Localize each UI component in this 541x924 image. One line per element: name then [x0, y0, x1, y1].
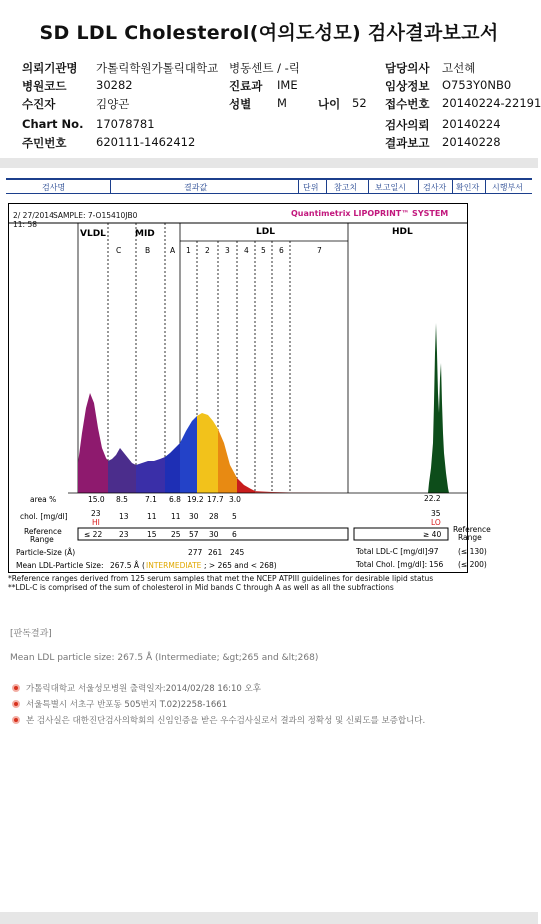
area-row-label: area %: [30, 495, 57, 504]
age-value: 52: [352, 96, 367, 110]
sex-value: M: [277, 96, 287, 110]
chol-b: 11: [147, 512, 157, 521]
clinical-label: 임상정보: [385, 79, 430, 93]
electrophoresis-profile: [68, 323, 468, 493]
ward-label: 병동센트 / -릭: [229, 61, 300, 75]
header-separator: [326, 180, 327, 193]
band-a-header: A: [170, 246, 176, 255]
area-l3: 3.0: [229, 495, 241, 504]
band-7-header: 7: [317, 246, 322, 255]
ldl-4-peak: [237, 478, 255, 493]
area-vldl: 15.0: [88, 495, 105, 504]
hdl-header: HDL: [392, 227, 413, 237]
ldl-1-peak: [180, 416, 197, 493]
chol-l1: 30: [189, 512, 199, 521]
report-date-value: 2/ 27/2014: [13, 211, 54, 220]
band-2-header: 2: [205, 246, 210, 255]
brand-label: Quantimetrix LIPOPRINT™ SYSTEM: [291, 209, 449, 218]
chol-vldl: 23: [91, 509, 101, 518]
band-3-header: 3: [225, 246, 230, 255]
institution-label: 의뢰기관명: [22, 61, 78, 75]
header-separator: [452, 180, 453, 193]
band-c-header: C: [116, 246, 122, 255]
patient-value: 김양곤: [96, 97, 130, 111]
mean-size-paren: (: [142, 561, 145, 570]
mean-size-range: ; > 265 and < 268): [204, 561, 277, 570]
particle-l2: 261: [208, 548, 223, 557]
area-a: 6.8: [169, 495, 181, 504]
age-label: 나이: [318, 97, 341, 111]
doctor-value: 고선혜: [442, 61, 476, 75]
ref-b: 15: [147, 530, 157, 539]
header-separator: [368, 180, 369, 193]
band-5-header: 5: [261, 246, 266, 255]
footnote-ldl: **LDL-C is comprised of the sum of cholesterol in Mid bands C through A as well as all the subfractions: [8, 583, 394, 592]
dept-label: 진료과: [229, 79, 263, 93]
info-address: [12, 698, 227, 710]
ldl-2-peak: [197, 413, 218, 493]
id-label: 주민번호: [22, 136, 67, 150]
particle-row-label: Particle-Size (Å): [16, 548, 76, 557]
header-separator: [298, 180, 299, 193]
info-accreditation: [12, 714, 425, 726]
ref-vldl: ≤ 22: [84, 530, 103, 539]
particle-l3: 245: [230, 548, 245, 557]
interpretation-text: Mean LDL particle size: 267.5 Å (Intermediate; &gt;265 and &lt;268): [10, 653, 319, 663]
report-label: 결과보고: [385, 136, 430, 150]
area-l2: 17.7: [207, 495, 224, 504]
mid-b-peak: [136, 457, 165, 493]
sex-label: 성별: [229, 97, 252, 111]
header-dept: 시행부서: [492, 183, 523, 192]
receipt-label: 접수번호: [385, 97, 430, 111]
ref-l3: 6: [232, 530, 237, 539]
sample-id: SAMPLE: 7-O15410JB0: [53, 211, 138, 220]
band-b-header: B: [145, 246, 151, 255]
footnote-reference: *Reference ranges derived from 125 serum samples that met the NCEP ATPIII guidelines for desirable lipid status: [8, 574, 434, 583]
ref-a: 25: [171, 530, 181, 539]
interpretation-heading: [판독결과]: [10, 629, 52, 639]
report-value: 20140228: [442, 135, 501, 149]
mid-a-peak: [165, 443, 180, 493]
mid-c-peak: [108, 448, 136, 493]
info-hospital: [12, 682, 261, 694]
institution-value: 가톨릭학원가톨릭대학교: [96, 61, 219, 75]
hdl-ref-label-1: Reference: [453, 525, 491, 534]
ref-l1: 57: [189, 530, 199, 539]
total-ldl-value: 97: [429, 547, 439, 556]
total-chol-value: 156: [429, 560, 444, 569]
hospital-code-value: 30282: [96, 78, 133, 92]
vldl-hi-flag: HI: [92, 518, 100, 527]
chol-l2: 28: [209, 512, 219, 521]
chart-label: Chart No.: [22, 117, 84, 131]
area-hdl: 22.2: [424, 494, 441, 503]
mean-size-label: Mean LDL-Particle Size:: [16, 561, 104, 570]
total-chol-ref: (≤ 200): [458, 560, 487, 569]
chol-hdl: 35: [431, 509, 441, 518]
info-hospital-text: 가톨릭대학교 서울성모병원 출력일자:2014/02/28 16:10 오후: [26, 684, 261, 694]
bottom-divider: [0, 912, 538, 924]
ldl-3-peak: [218, 429, 237, 493]
total-ldl-ref: (≤ 130): [458, 547, 487, 556]
lipoprint-chart: [8, 203, 491, 573]
header-unit: 단위: [303, 183, 319, 192]
info-accreditation-text: 본 검사실은 대한진단검사의학회의 신임인증을 받은 우수검사실로서 결과의 정확성 및 신뢰도를 보증합니다.: [26, 716, 426, 726]
chart-value: 17078781: [96, 117, 155, 131]
report-time-value: 11: 58: [13, 220, 37, 229]
patient-metadata: [0, 58, 541, 154]
info-address-text: 서울특별시 서초구 반포동 505번지 T.02)2258-1661: [26, 700, 228, 710]
header-result: 결과값: [184, 183, 208, 192]
receipt-value: 20140224-22191: [442, 96, 541, 110]
hdl-lo-flag: LO: [431, 518, 441, 527]
header-separator: [418, 180, 419, 193]
header-reference: 참고치: [334, 183, 358, 192]
area-b: 7.1: [145, 495, 157, 504]
header-test-name: 검사명: [42, 183, 66, 192]
ref-c: 23: [119, 530, 129, 539]
chol-a: 11: [171, 512, 181, 521]
header-separator: [485, 180, 486, 193]
bullet-icon: [12, 716, 20, 724]
chol-row-label: chol. [mg/dl]: [20, 512, 68, 521]
doctor-label: 담당의사: [385, 61, 430, 75]
mid-header: MID: [135, 229, 155, 239]
hdl-ref-label-2: Range: [458, 533, 482, 542]
band-4-header: 4: [244, 246, 249, 255]
header-separator: [110, 180, 111, 193]
clinical-value: O753Y0NB0: [442, 78, 512, 92]
hospital-code-label: 병원코드: [22, 79, 67, 93]
interpretation-section: [10, 626, 318, 663]
ldl-header: LDL: [256, 227, 275, 237]
ref-hdl: ≥ 40: [423, 530, 442, 539]
ref-row-label-1: Reference: [24, 527, 62, 536]
bullet-icon: [12, 700, 20, 708]
band-1-header: 1: [186, 246, 191, 255]
request-label: 검사의뢰: [385, 118, 430, 132]
particle-l1: 277: [188, 548, 203, 557]
total-ldl-label: Total LDL-C [mg/dl]:: [356, 547, 431, 556]
vldl-peak: [78, 393, 108, 493]
bullet-icon: [12, 684, 20, 692]
ref-l2: 30: [209, 530, 219, 539]
area-c: 8.5: [116, 495, 128, 504]
chol-l3: 5: [232, 512, 237, 521]
id-value: 620111-1462412: [96, 135, 196, 149]
patient-label: 수진자: [22, 97, 56, 111]
hdl-peak: [428, 323, 449, 493]
ref-row-label-2: Range: [30, 535, 54, 544]
area-l1: 19.2: [187, 495, 204, 504]
total-chol-label: Total Chol. [mg/dl]:: [356, 560, 428, 569]
header-report-date: 보고일시: [375, 183, 406, 192]
header-confirmer: 확인자: [456, 183, 480, 192]
result-header-bar: [6, 178, 532, 194]
lipoprint-report: [8, 203, 491, 573]
request-value: 20140224: [442, 117, 501, 131]
chol-c: 13: [119, 512, 129, 521]
dept-value: IME: [277, 78, 298, 92]
section-divider: [0, 158, 538, 168]
mean-size-value: 267.5 Å: [110, 561, 139, 570]
header-tester: 검사자: [423, 183, 447, 192]
mean-size-class: INTERMEDIATE: [146, 561, 202, 570]
report-title: SD LDL Cholesterol(여의도성모) 검사결과보고서: [39, 22, 499, 44]
band-6-header: 6: [279, 246, 284, 255]
vldl-header: VLDL: [80, 229, 106, 239]
data-table: [16, 494, 491, 570]
